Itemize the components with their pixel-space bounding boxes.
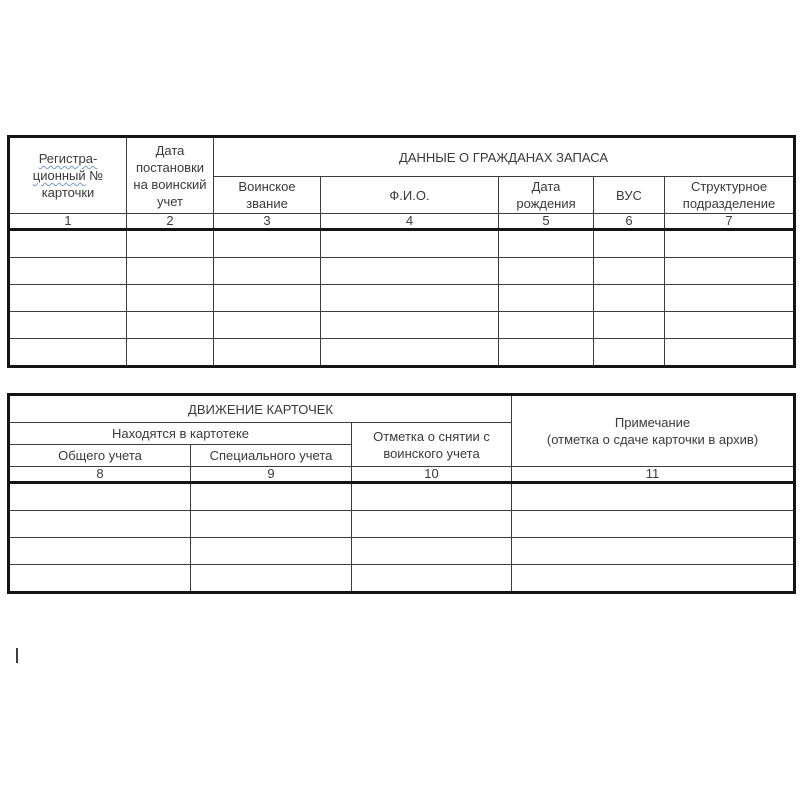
empty-cell[interactable] [191, 511, 352, 538]
empty-cell[interactable] [191, 483, 352, 511]
empty-cell[interactable] [499, 312, 594, 339]
column-number: 2 [127, 214, 214, 230]
empty-cell[interactable] [352, 483, 512, 511]
column-number: 10 [352, 467, 512, 483]
empty-cell[interactable] [214, 339, 321, 367]
column-number: 6 [594, 214, 665, 230]
empty-cell[interactable] [499, 339, 594, 367]
header-group-reserve-data: ДАННЫЕ О ГРАЖДАНАХ ЗАПАСА [214, 137, 795, 177]
table-row [9, 312, 795, 339]
reserve-citizens-table [7, 135, 796, 368]
empty-cell[interactable] [9, 285, 127, 312]
empty-cell[interactable] [665, 285, 795, 312]
empty-cell[interactable] [499, 258, 594, 285]
header-military-rank: Воинское звание [214, 177, 321, 214]
empty-cell[interactable] [191, 565, 352, 593]
empty-cell[interactable] [352, 565, 512, 593]
column-number-row [9, 214, 795, 230]
empty-cell[interactable] [512, 538, 795, 565]
empty-cell[interactable] [214, 312, 321, 339]
header-full-name: Ф.И.О. [321, 177, 499, 214]
column-number: 3 [214, 214, 321, 230]
header-group-card-movement: ДВИЖЕНИЕ КАРТОЧЕК [9, 395, 512, 423]
empty-cell[interactable] [9, 258, 127, 285]
header-special-account: Специального учета [191, 445, 352, 467]
empty-cell[interactable] [321, 230, 499, 258]
empty-cell[interactable] [321, 312, 499, 339]
column-number: 4 [321, 214, 499, 230]
text-cursor[interactable] [16, 648, 18, 663]
empty-cell[interactable] [665, 312, 795, 339]
column-number: 7 [665, 214, 795, 230]
column-number: 1 [9, 214, 127, 230]
empty-cell[interactable] [9, 538, 191, 565]
column-number: 8 [9, 467, 191, 483]
header-structural-unit: Структурное подразделение [665, 177, 795, 214]
empty-cell[interactable] [594, 258, 665, 285]
table-row [9, 339, 795, 367]
empty-cell[interactable] [321, 285, 499, 312]
empty-cell[interactable] [594, 339, 665, 367]
empty-cell[interactable] [214, 285, 321, 312]
column-number: 9 [191, 467, 352, 483]
header-note [512, 395, 795, 467]
empty-cell[interactable] [127, 339, 214, 367]
empty-cell[interactable] [321, 258, 499, 285]
empty-cell[interactable] [214, 258, 321, 285]
header-note-line1: Примечание [614, 415, 691, 430]
empty-cell[interactable] [512, 511, 795, 538]
header-registration-number [9, 137, 127, 214]
empty-cell[interactable] [214, 230, 321, 258]
empty-cell[interactable] [9, 483, 191, 511]
header-date-of-registration: Дата постановки на воинский учет [127, 137, 214, 214]
empty-cell[interactable] [9, 511, 191, 538]
card-movement-table [7, 393, 796, 594]
empty-cell[interactable] [127, 258, 214, 285]
empty-cell[interactable] [512, 483, 795, 511]
header-registration-number-line3: карточки [41, 185, 95, 200]
empty-cell[interactable] [499, 230, 594, 258]
header-note-line2: (отметка о сдаче карточки в архив) [546, 432, 759, 447]
header-removal-from-register: Отметка о снятии с воинского учета [352, 423, 512, 467]
empty-cell[interactable] [9, 565, 191, 593]
misspelled-word: Регистра- [38, 151, 98, 166]
header-birth-date: Дата рождения [499, 177, 594, 214]
table-row [9, 230, 795, 258]
empty-cell[interactable] [127, 312, 214, 339]
table-row [9, 285, 795, 312]
empty-cell[interactable] [594, 230, 665, 258]
header-general-account: Общего учета [9, 445, 191, 467]
empty-cell[interactable] [9, 312, 127, 339]
empty-cell[interactable] [499, 285, 594, 312]
column-number-row [9, 467, 795, 483]
table-row [9, 483, 795, 511]
empty-cell[interactable] [321, 339, 499, 367]
table-row [9, 565, 795, 593]
empty-cell[interactable] [665, 230, 795, 258]
empty-cell[interactable] [665, 258, 795, 285]
empty-cell[interactable] [512, 565, 795, 593]
empty-cell[interactable] [9, 339, 127, 367]
column-number: 5 [499, 214, 594, 230]
empty-cell[interactable] [594, 312, 665, 339]
table-row [9, 538, 795, 565]
header-vus: ВУС [594, 177, 665, 214]
column-number: 11 [512, 467, 795, 483]
empty-cell[interactable] [352, 511, 512, 538]
empty-cell[interactable] [127, 285, 214, 312]
empty-cell[interactable] [9, 230, 127, 258]
empty-cell[interactable] [191, 538, 352, 565]
empty-cell[interactable] [127, 230, 214, 258]
header-in-card-file: Находятся в картотеке [9, 423, 352, 445]
number-sign: № [89, 168, 104, 183]
table-row [9, 511, 795, 538]
table-row [9, 258, 795, 285]
empty-cell[interactable] [594, 285, 665, 312]
misspelled-word: ционный [32, 168, 86, 183]
empty-cell[interactable] [352, 538, 512, 565]
empty-cell[interactable] [665, 339, 795, 367]
